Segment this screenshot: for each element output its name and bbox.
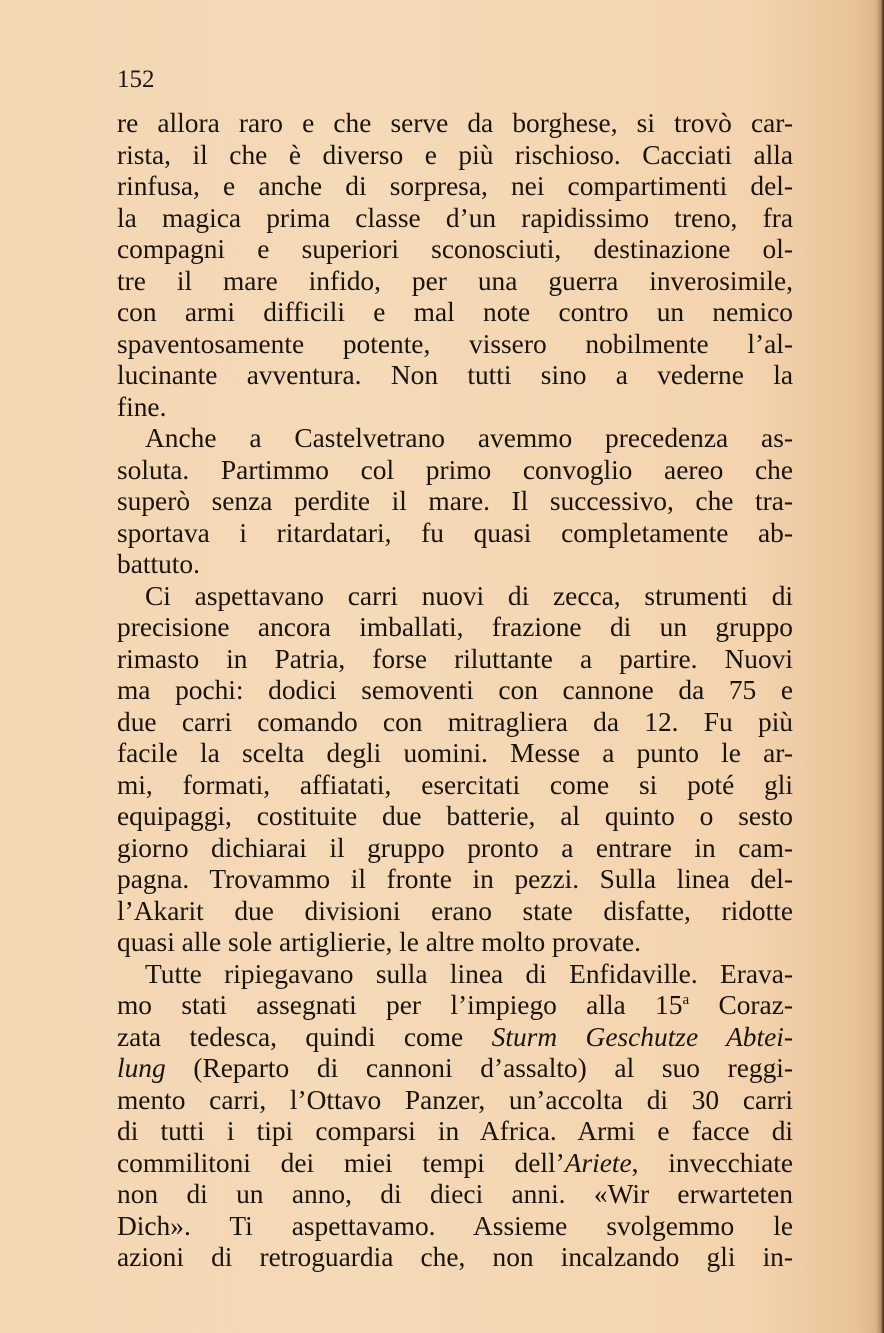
text-line: zata tedesca, quindi come Sturm Geschutze Abtei- (117, 1021, 794, 1052)
text-line: rista, il che è diverso e più rischioso. Cacciati alla (117, 139, 793, 170)
text-line: pagna. Trovammo il fronte in pezzi. Sulla linea del- (117, 864, 793, 894)
paragraph-3 (117, 581, 793, 959)
text-line: soluta. Partimmo col primo convoglio aereo che (117, 454, 793, 485)
paragraph-1 (117, 108, 793, 423)
text-line: Dich». Ti aspettavamo. Assieme svolgemmo le (117, 1210, 793, 1241)
text-line: lung (Reparto di cannoni d’assalto) al suo reggi- (117, 1053, 793, 1083)
paragraph-4 (117, 959, 793, 1274)
text-line: precisione ancora imballati, frazione di un gruppo (117, 612, 793, 642)
text-line: ma pochi: dodici semoventi con cannone da 75 e (117, 675, 793, 705)
text-line: quasi alle sole artiglierie, le altre molto provate. (117, 927, 642, 957)
text-line: Ci aspettavano carri nuovi di zecca, strumenti di (145, 580, 793, 611)
text-line: superò senza perdite il mare. Il successivo, che tra- (117, 486, 793, 516)
text-line: rinfusa, e anche di sorpresa, nei compartimenti del- (117, 171, 793, 201)
text-line: battuto. (117, 549, 200, 579)
text-line: sportava i ritardatari, fu quasi completamente ab- (117, 517, 793, 548)
text-line: tre il mare infido, per una guerra inverosimile, (117, 265, 793, 296)
text-line: mo stati assegnati per l’impiego alla 15$^a$ Coraz- (117, 990, 793, 1020)
text-line: mi, formati, affiatati, esercitati come si poté gli (117, 769, 793, 800)
page-edge-shadow (876, 0, 884, 1333)
text-line: di tutti i tipi comparsi in Africa. Armi e facce di (117, 1116, 793, 1146)
text-line: re allora raro e che serve da borghese, si trovò car- (117, 108, 793, 138)
body-text (117, 108, 793, 1274)
text-line: giorno dichiarai il gruppo pronto a entrare in cam- (117, 832, 793, 863)
text-line: lucinante avventura. Non tutti sino a vederne la (117, 360, 793, 390)
text-line: due carri comando con mitragliera da 12. Fu più (117, 706, 793, 737)
text-line: con armi difficili e mal note contro un nemico (117, 297, 793, 327)
text-line: spaventosamente potente, vissero nobilmente l’al- (117, 328, 793, 359)
text-line: la magica prima classe d’un rapidissimo treno, fra (117, 202, 793, 233)
text-line: Tutte ripiegavano sulla linea di Enfidaville. Erava- (145, 958, 793, 989)
page-number: 152 (117, 66, 155, 93)
text-line: facile la scelta degli uomini. Messe a punto le ar- (117, 738, 793, 768)
text-line: mento carri, l’Ottavo Panzer, un’accolta di 30 carri (117, 1084, 793, 1115)
text-line: Anche a Castelvetrano avemmo precedenza as- (145, 423, 793, 453)
text-line: fine. (117, 391, 167, 422)
text-line: equipaggi, costituite due batterie, al quinto o sesto (117, 801, 793, 831)
text-line: commilitoni dei miei tempi dell’Ariete, invecchiate (117, 1147, 793, 1178)
text-line: azioni di retroguardia che, non incalzando gli in- (117, 1242, 793, 1272)
text-line: compagni e superiori sconosciuti, destinazione ol- (117, 234, 793, 264)
text-line: l’Akarit due divisioni erano state disfatte, ridotte (117, 895, 793, 926)
text-line: rimasto in Patria, forse riluttante a partire. Nuovi (117, 643, 793, 674)
text-line: non di un anno, di dieci anni. «Wir erwarteten (117, 1179, 793, 1209)
paragraph-2 (117, 423, 793, 581)
